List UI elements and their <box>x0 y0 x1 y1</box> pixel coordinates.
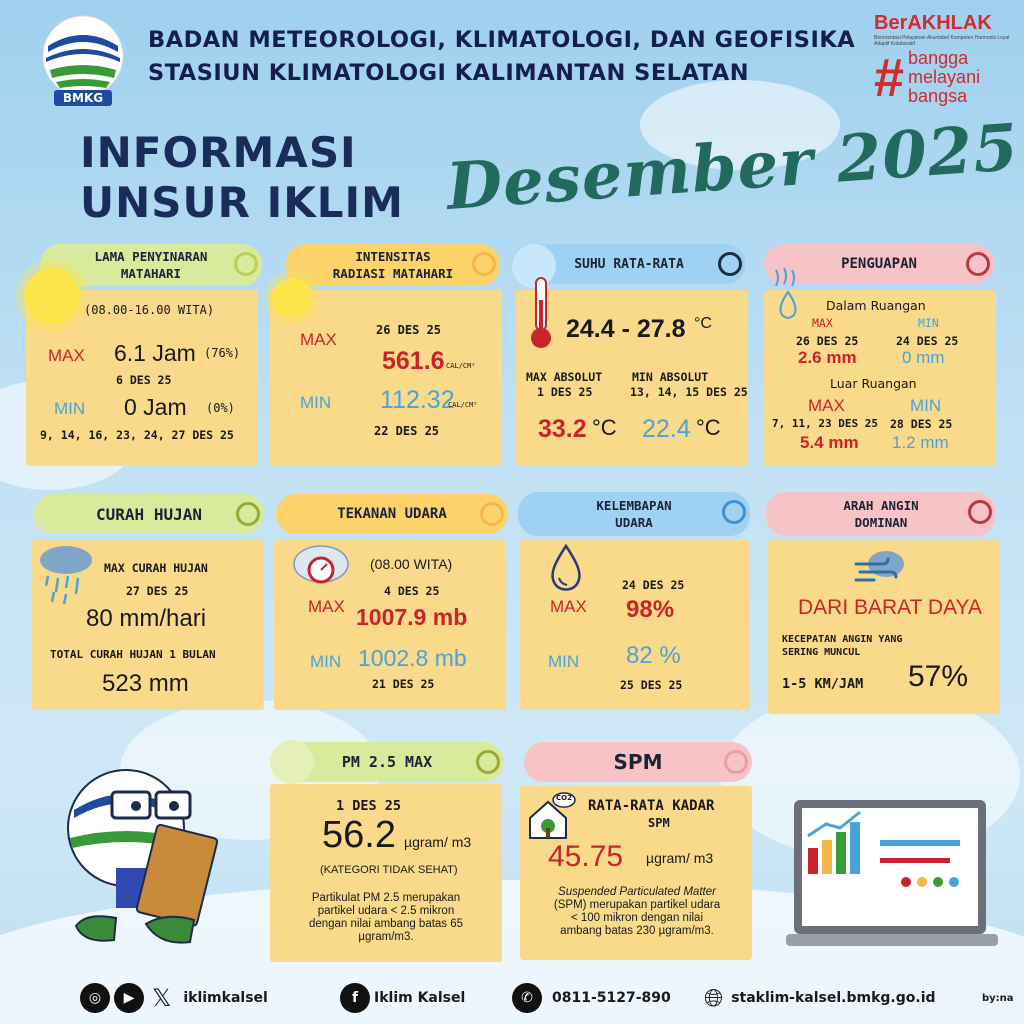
min-label: MIN <box>300 393 332 412</box>
ribbon-label: LAMA PENYINARAN <box>94 249 208 264</box>
tag-line: bangsa <box>908 86 968 106</box>
ribbon-label: INTENSITAS <box>355 249 431 264</box>
min-absolute-date: 13, 14, 15 DES 25 <box>630 385 748 399</box>
temperature-min-value: 22.4 <box>642 415 691 443</box>
berakhlak-subtitle: Berorientasi Pelayanan Akuntabel Kompeten Harmonis Loyal Adaptif Kolaboratif <box>874 35 1010 47</box>
ribbon-label: PM 2.5 MAX <box>341 752 433 771</box>
sun-icon <box>24 268 80 324</box>
tag-line: melayani <box>908 67 981 87</box>
spm-value: 45.75 <box>548 840 624 873</box>
bmkg-mascot-illustration <box>56 758 236 958</box>
title-line-1: INFORMASI <box>80 128 357 177</box>
indoor-max-value: 2.6 mm <box>798 348 857 367</box>
ribbon-label: SPM <box>613 749 663 774</box>
min-label: MIN <box>54 399 86 418</box>
max-label: MAX <box>812 316 833 330</box>
wind-speed-label: KECEPATAN ANGIN YANG <box>782 634 903 645</box>
max-rainfall-value: 80 mm/hari <box>86 605 207 632</box>
indoor-max-date: 26 DES 25 <box>796 334 859 348</box>
pressure-max-value: 1007.9 mb <box>356 604 468 630</box>
whatsapp-number: 0811-5127-890 <box>552 990 671 1006</box>
rainfall-ribbon <box>34 494 264 534</box>
pm25-date: 1 DES 25 <box>336 798 402 814</box>
instagram-icon[interactable]: ◎ <box>80 983 110 1013</box>
page-title <box>80 128 404 228</box>
ribbon-label: UDARA <box>615 515 653 530</box>
pressure-min-date: 21 DES 25 <box>372 677 435 691</box>
wind-icon <box>852 548 908 588</box>
max-rainfall-label: MAX CURAH HUJAN <box>104 561 208 575</box>
org-line-1: BADAN METEOROLOGI, KLIMATOLOGI, DAN GEOFISIKA <box>148 27 856 53</box>
wind-speed-value: 1-5 KM/JAM <box>782 676 864 692</box>
ribbon-label: DOMINAN <box>854 515 908 530</box>
title-line-2: UNSUR IKLIM <box>80 178 404 227</box>
max-label: MAX <box>808 396 845 415</box>
bmkg-logo <box>40 14 126 108</box>
pressure-gauge-icon <box>292 542 350 590</box>
outdoor-max-date: 7, 11, 23 DES 25 <box>772 417 878 430</box>
outdoor-label: Luar Ruangan <box>830 376 917 391</box>
facebook-handle: Iklim Kalsel <box>374 990 466 1006</box>
globe-icon: 🌐︎ <box>704 984 724 1012</box>
credit: by:na <box>982 992 1014 1004</box>
pressure-ribbon <box>276 494 508 534</box>
radiation-unit: CAL/CM² <box>448 401 478 409</box>
ribbon-label: KELEMBAPAN <box>596 498 672 513</box>
facebook-link[interactable] <box>340 980 465 1016</box>
max-rainfall-date: 27 DES 25 <box>126 584 189 598</box>
min-label: MIN <box>910 396 942 415</box>
hashtag-icon: # <box>874 47 905 108</box>
x-icon[interactable]: 𝕏 <box>152 984 172 1012</box>
website-link[interactable] <box>704 980 936 1016</box>
website-url: staklim-kalsel.bmkg.go.id <box>731 990 936 1006</box>
spm-description: Suspended Particulated Matter (SPM) merupakan partikel udara < 100 mikron dengan nilai ambang batas 230 µgram/m3. <box>553 886 721 937</box>
wind-ribbon <box>766 492 996 536</box>
min-label: MIN <box>548 652 580 671</box>
sunshine-hours: (08.00-16.00 WITA) <box>84 303 215 317</box>
laptop-chart-illustration <box>786 796 998 966</box>
wind-speed-label: SERING MUNCUL <box>782 647 861 658</box>
degree-unit: °C <box>696 415 721 440</box>
berakhlak-logo <box>874 12 1014 106</box>
humidity-min-value: 82 % <box>626 642 681 669</box>
sunshine-min-percent: (0%) <box>206 401 235 415</box>
min-label: MIN <box>918 316 939 330</box>
sunshine-max-percent: (76%) <box>204 346 241 360</box>
month-title: Desember 2025 <box>444 110 1022 225</box>
co2-label: CO2 <box>556 794 572 802</box>
berakhlak-title: BerAKHLAK <box>874 12 992 34</box>
pressure-min-value: 1002.8 mb <box>358 645 467 671</box>
radiation-min-value: 112.32 <box>380 386 455 414</box>
social-links <box>80 980 268 1016</box>
whatsapp-link[interactable] <box>512 980 671 1016</box>
sunshine-min-dates: 9, 14, 16, 23, 24, 27 DES 25 <box>40 428 234 442</box>
ribbon-label: PENGUAPAN <box>841 255 917 272</box>
degree-unit: °C <box>592 415 617 440</box>
min-label: MIN <box>310 652 342 671</box>
degree-unit: °C <box>694 315 712 332</box>
ribbon-label: SUHU RATA-RATA <box>574 256 684 272</box>
ribbon-label: ARAH ANGIN <box>843 498 919 513</box>
house-co2-icon <box>526 792 576 842</box>
pm25-unit: µgram/ m3 <box>404 834 472 850</box>
total-rainfall-value: 523 mm <box>102 670 189 697</box>
humidity-ribbon <box>518 492 750 536</box>
max-label: MAX <box>48 346 85 365</box>
pm25-value: 56.2 <box>322 814 396 856</box>
spm-unit: µgram/ m3 <box>646 850 714 866</box>
facebook-icon: f <box>340 983 370 1013</box>
spm-avg-label: SPM <box>648 816 670 830</box>
sunshine-min-value: 0 Jam <box>124 394 187 420</box>
organization-name <box>148 24 855 90</box>
ribbon-label: CURAH HUJAN <box>96 504 202 524</box>
max-label: MAX <box>308 597 345 616</box>
sun-icon <box>272 278 312 318</box>
tag-line: bangga <box>908 48 969 68</box>
temperature-max-value: 33.2 <box>538 415 587 443</box>
humidity-max-date: 24 DES 25 <box>622 578 685 592</box>
water-drop-icon <box>546 544 586 594</box>
total-rainfall-label: TOTAL CURAH HUJAN 1 BULAN <box>50 648 216 661</box>
rain-cloud-icon <box>36 540 94 606</box>
pm25-category: (KATEGORI TIDAK SEHAT) <box>320 864 458 876</box>
temperature-range: 24.4 - 27.8 <box>566 315 686 343</box>
max-absolute-label: MAX ABSOLUT <box>526 370 603 384</box>
radiation-card <box>270 290 502 466</box>
wind-speed-percent: 57% <box>908 660 969 693</box>
org-line-2: STASIUN KLIMATOLOGI KALIMANTAN SELATAN <box>148 60 750 86</box>
radiation-min-date: 22 DES 25 <box>374 424 440 438</box>
ribbon-label: MATAHARI <box>120 266 182 281</box>
outdoor-min-date: 28 DES 25 <box>890 417 953 431</box>
indoor-min-date: 24 DES 25 <box>896 334 959 348</box>
indoor-label: Dalam Ruangan <box>826 298 926 313</box>
ribbon-label: RADIASI MATAHARI <box>332 266 454 281</box>
radiation-ribbon <box>286 244 500 286</box>
pm25-description: Partikulat PM 2.5 merupakan partikel udara < 2.5 mikron dengan nilai ambang batas 65 µgram/m3. <box>308 892 464 943</box>
pressure-time: (08.00 WITA) <box>370 556 453 572</box>
min-absolute-label: MIN ABSOLUT <box>632 370 709 384</box>
max-label: MAX <box>550 597 587 616</box>
thermometer-icon <box>528 276 554 350</box>
indoor-min-value: 0 mm <box>902 348 945 367</box>
wind-direction: DARI BARAT DAYA <box>798 596 982 619</box>
outdoor-max-value: 5.4 mm <box>800 433 859 452</box>
radiation-unit: CAL/CM² <box>446 362 476 370</box>
max-label: MAX <box>300 330 337 349</box>
evaporation-icon <box>768 266 808 322</box>
youtube-icon[interactable]: ▶ <box>114 983 144 1013</box>
pressure-max-date: 4 DES 25 <box>384 584 440 598</box>
sunshine-max-value: 6.1 Jam <box>114 340 196 366</box>
spm-ribbon <box>524 742 752 782</box>
logo-text: BMKG <box>62 91 104 105</box>
humidity-max-value: 98% <box>626 596 675 623</box>
humidity-min-date: 25 DES 25 <box>620 678 683 692</box>
ribbon-label: TEKANAN UDARA <box>337 505 447 522</box>
ribbon-circle <box>270 740 314 784</box>
radiation-max-date: 26 DES 25 <box>376 323 442 337</box>
sunshine-max-date: 6 DES 25 <box>116 373 172 387</box>
radiation-max-value: 561.6 <box>382 347 445 375</box>
social-handle[interactable]: iklimkalsel <box>183 990 268 1006</box>
max-absolute-date: 1 DES 25 <box>537 385 593 399</box>
spm-avg-label: RATA-RATA KADAR <box>588 798 715 814</box>
whatsapp-icon: ✆ <box>512 983 542 1013</box>
outdoor-min-value: 1.2 mm <box>892 433 949 452</box>
